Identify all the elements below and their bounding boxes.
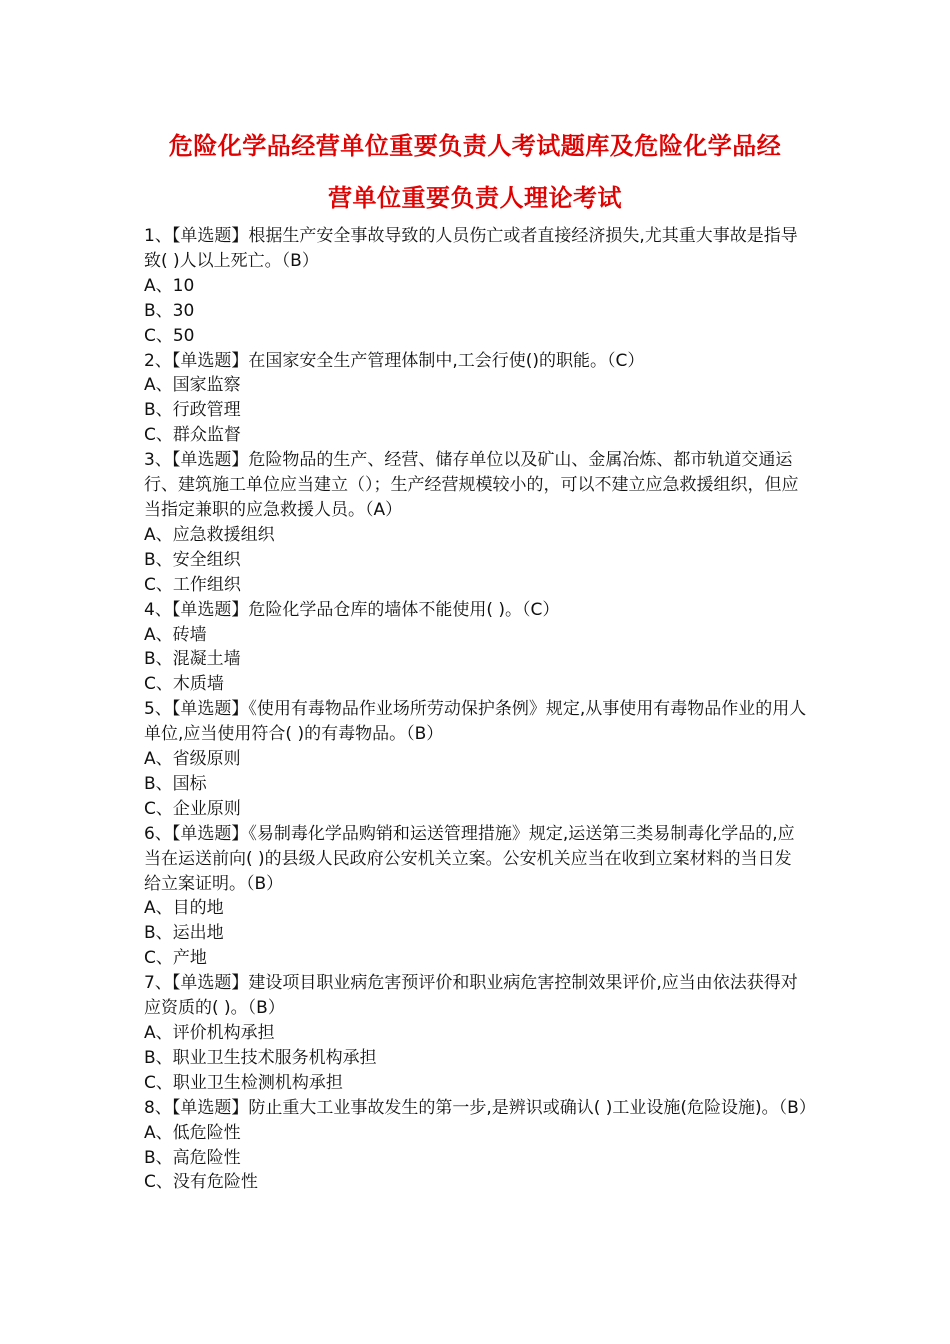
question-stem: 6、【单选题】《易制毒化学品购销和运送管理措施》规定,运送第三类易制毒化学品的,应当在运送前向( )的县级人民政府公安机关立案。公安机关应当在收到立案材料的当日发给立案证明。（B）	[144, 823, 795, 894]
option-c: C、50	[144, 325, 195, 346]
option-c: C、产地	[144, 948, 207, 969]
option-b: B、混凝土墙	[144, 649, 241, 670]
title-line-2: 营单位重要负责人理论考试	[328, 184, 622, 212]
title-line-1: 危险化学品经营单位重要负责人考试题库及危险化学品经	[168, 132, 782, 160]
question-stem: 2、【单选题】在国家安全生产管理体制中,工会行使()的职能。（C）	[144, 350, 645, 371]
question-stem: 4、【单选题】危险化学品仓库的墙体不能使用( )。（C）	[144, 599, 560, 620]
question-5	[144, 697, 808, 822]
question-7	[144, 971, 808, 1096]
option-b: B、安全组织	[144, 549, 241, 570]
option-c: C、没有危险性	[144, 1172, 258, 1193]
option-b: B、国标	[144, 773, 207, 794]
question-stem: 3、【单选题】危险物品的生产、经营、储存单位以及矿山、金属冶炼、都市轨道交通运行、建筑施工单位应当建立（）；生产经营规模较小的，可以不建立应急救援组织，但应当指定兼职的应急救援人员。（A）	[144, 450, 799, 520]
question-list	[144, 224, 816, 1195]
option-a: A、国家监察	[144, 375, 241, 396]
option-a: A、砖墙	[144, 624, 207, 645]
option-a: A、10	[144, 275, 195, 296]
question-8	[144, 1096, 816, 1196]
option-b: B、运出地	[144, 923, 224, 944]
question-4	[144, 598, 808, 698]
option-b: B、高危险性	[144, 1147, 241, 1168]
option-c: C、企业原则	[144, 798, 241, 819]
question-1	[144, 224, 808, 349]
option-c: C、职业卫生检测机构承担	[144, 1072, 343, 1093]
option-b: B、行政管理	[144, 400, 241, 421]
option-a: A、应急救援组织	[144, 524, 275, 545]
document-title	[110, 120, 840, 224]
question-6	[144, 822, 808, 971]
option-b: B、30	[144, 300, 195, 321]
question-2	[144, 349, 808, 449]
question-stem: 5、【单选题】《使用有毒物品作业场所劳动保护条例》规定,从事使用有毒物品作业的用人单位,应当使用符合( )的有毒物品。（B）	[144, 699, 807, 745]
option-c: C、木质墙	[144, 674, 224, 695]
question-stem: 8、【单选题】防止重大工业事故发生的第一步,是辨识或确认( )工业设施(危险设施)。（B）	[144, 1097, 816, 1118]
option-a: A、低危险性	[144, 1122, 241, 1143]
option-b: B、职业卫生技术服务机构承担	[144, 1047, 377, 1068]
option-c: C、群众监督	[144, 425, 241, 446]
option-a: A、目的地	[144, 898, 224, 919]
question-stem: 7、【单选题】建设项目职业病危害预评价和职业病危害控制效果评价,应当由依法获得对应资质的( )。（B）	[144, 973, 798, 1019]
option-c: C、工作组织	[144, 574, 241, 595]
option-a: A、评价机构承担	[144, 1023, 275, 1043]
question-stem: 1、【单选题】根据生产安全事故导致的人员伤亡或者直接经济损失,尤其重大事故是指导致( )人以上死亡。（B）	[144, 226, 798, 271]
question-3	[144, 448, 808, 597]
option-a: A、省级原则	[144, 749, 241, 770]
